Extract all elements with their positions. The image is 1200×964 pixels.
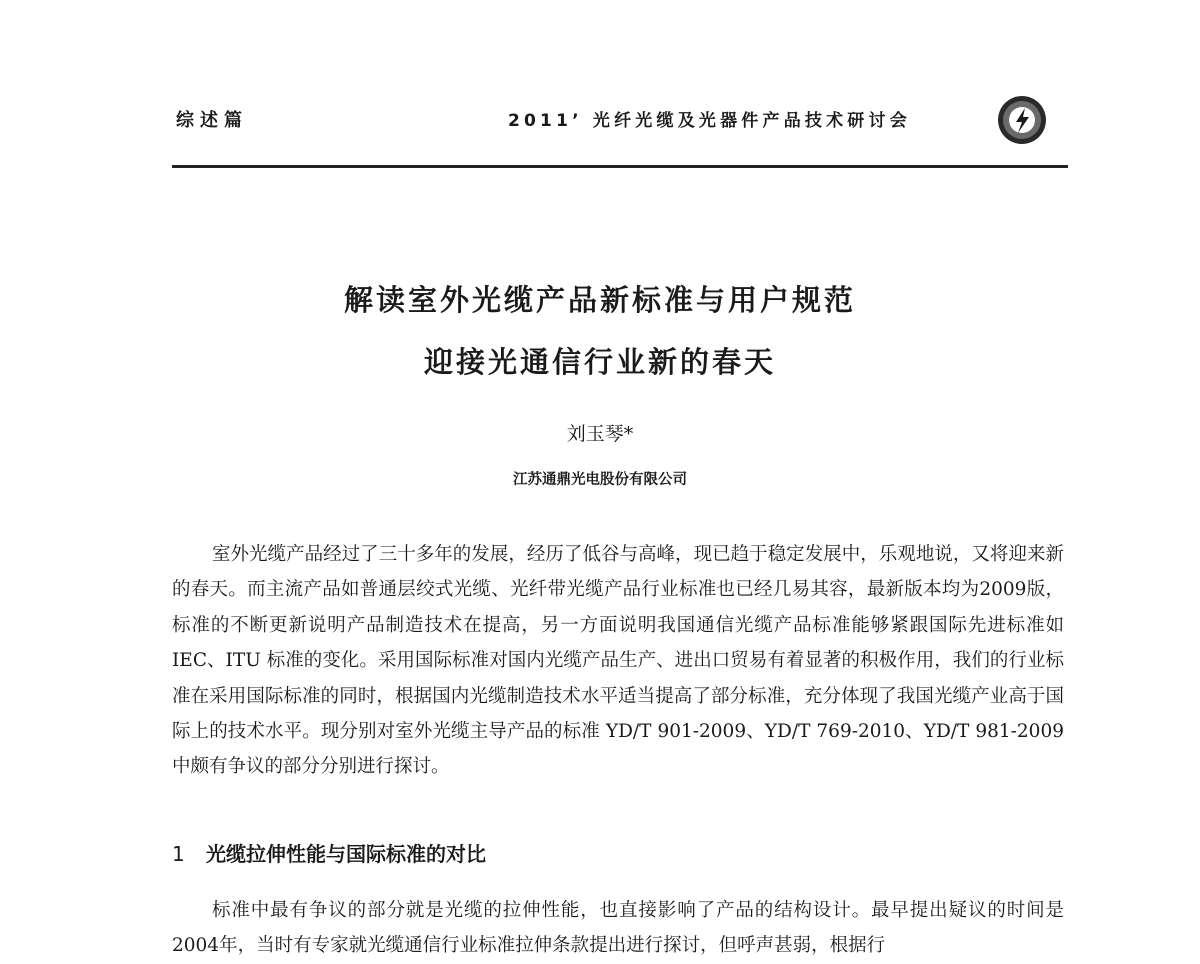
- conference-logo-icon: [996, 94, 1048, 146]
- paper-title-line-2: 迎接光通信行业新的春天: [423, 345, 776, 379]
- section-heading: [172, 838, 486, 867]
- author-name: 刘玉琴*: [566, 423, 634, 445]
- section-number: 1: [172, 842, 185, 866]
- author-affiliation: 江苏通鼎光电股份有限公司: [513, 472, 687, 488]
- header-section-label: 综述篇: [176, 110, 248, 131]
- section-paragraph: 标准中最有争议的部分就是光缆的拉伸性能，也直接影响了产品的结构设计。最早提出疑议的时间是2004年，当时有专家就光缆通信行业标准拉伸条款提出进行探讨，但呼声甚弱，根据行: [172, 900, 1064, 957]
- section-title: 光缆拉伸性能与国际标准的对比: [206, 842, 486, 866]
- paper-title-line-1: 解读室外光缆产品新标准与用户规范: [343, 283, 856, 317]
- intro-paragraph: 室外光缆产品经过了三十多年的发展，经历了低谷与高峰，现已趋于稳定发展中，乐观地说，又将迎来新的春天。而主流产品如普通层绞式光缆、光纤带光缆产品行业标准也已经几易其容，最新版本均为2009版，标准的不断更新说明产品制造技术在提高，另一方面说明我国通信光缆产品标准能够紧跟国际先进标准如 IEC、ITU 标准的变化。采用国际标准对国内光缆产品生产、进出口贸易有着显著的积极作用，我们的行业标准在采用国际标准的同时，根据国内光缆制造技术水平适当提高了部分标准，充分体现了我国光缆产业高于国际上的技术水平。现分别对室外光缆主导产品的标准 YD/T 901-2009、YD/T 769-2010、YD/T 981-2009 中颇有争议的部分分别进行探讨。: [172, 544, 1064, 778]
- header-conference-title: 2011’ 光纤光缆及光器件产品技术研讨会: [508, 111, 911, 131]
- header-divider: [172, 165, 1068, 168]
